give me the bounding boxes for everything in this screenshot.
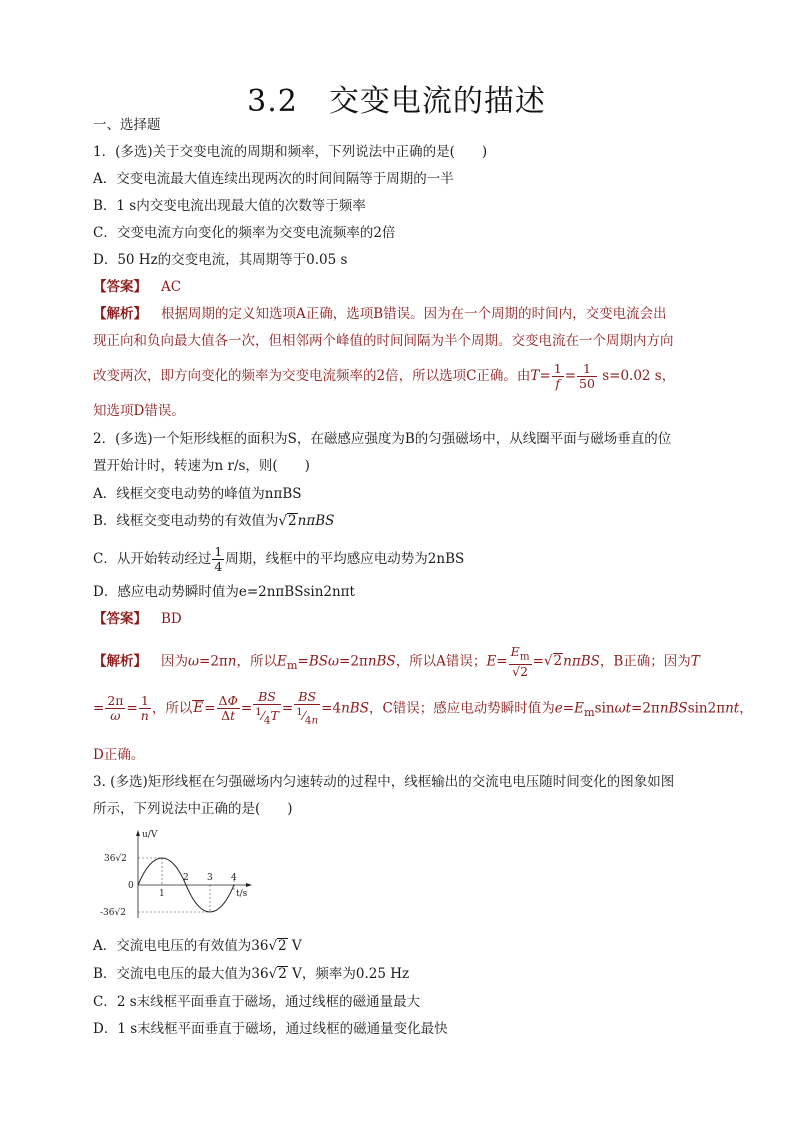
q3-option-b-pre: B．交流电电压的最大值为36 xyxy=(93,966,269,982)
q2-option-c-post: 周期，线框中的平均感应电动势为2nBS xyxy=(225,551,465,567)
q2-analysis-line-2: = $\frac{2\pi}{\omega}$ = $\frac{1}{n}$ ，所以E= $\frac{\Delta\Phi}{\Delta t}$ = $\frac{BS}{^1⁄_4T}$ = $\frac{BS}{^1⁄_{4n}}$ =4nBS，C错误；感应电动势瞬时值为$e=E_m\sin\omega t=2\pi nBSsin2\pi nt$， xyxy=(93,689,753,727)
q2-analysis-line-1: 【解析】 因为ω=2πn，所以$E_m=BS\omega=2\pi nBS$，所以A错误；E= $\frac{E_m}{√2}$ =√2nπBS，B正确；因为T xyxy=(93,644,700,679)
q1-option-c: C．交变电流方向变化的频率为交变电流频率的2倍 xyxy=(93,225,396,241)
q2-option-b-text: B．线框交变电动势的有效值为 xyxy=(93,513,279,529)
graph-x-tick-1: 1 xyxy=(159,889,165,899)
q1-answer-row xyxy=(93,278,181,296)
graph-x-tick-4: 4 xyxy=(231,873,237,883)
q2-answer-tag: 【答案】 xyxy=(93,611,147,627)
graph-x-axis-label: t/s xyxy=(236,889,248,899)
graph-x-tick-3: 3 xyxy=(207,873,213,883)
q2-answer-row xyxy=(93,610,182,628)
q2-analysis-line-4: D正确。 xyxy=(93,747,145,763)
q2-option-c-pre: C．从开始转动经过 xyxy=(93,551,212,567)
q1-answer-tag: 【答案】 xyxy=(93,279,147,295)
q2-stem-line-1: 2．(多选)一个矩形线框的面积为S，在磁感应强度为B的匀强磁场中，从线圈平面与磁场垂直的位 xyxy=(93,431,672,447)
graph-y-max-label: 36√2 xyxy=(104,854,127,864)
graph-x-arrow xyxy=(246,883,252,887)
graph-y-zero-label: 0 xyxy=(128,881,134,891)
q3-option-d: D．1 s末线框平面垂直于磁场，通过线框的磁通量变化最快 xyxy=(93,1021,448,1037)
q1-option-b: B．1 s内交变电流出现最大值的次数等于频率 xyxy=(93,198,366,214)
q2-option-c: C．从开始转动经过 $\frac{1}{4}$ 周期，线框中的平均感应电动势为2nBS xyxy=(93,544,465,574)
q3-option-b: B．交流电电压的最大值为36√2 V，频率为0.25 Hz xyxy=(93,966,410,982)
q2-option-d: D．感应电动势瞬时值为e=2nπBSsin2nπt xyxy=(93,584,355,600)
q1-analysis-tag: 【解析】 xyxy=(93,306,147,322)
q1-stem: 1．(多选)关于交变电流的周期和频率，下列说法中正确的是( ) xyxy=(93,144,488,160)
q3-option-a-pre: A．交流电电压的有效值为36 xyxy=(93,938,269,954)
graph-x-tick-2: 2 xyxy=(183,873,189,883)
q3-stem-line-1: 3. (多选)矩形线框在匀强磁场内匀速转动的过程中，线框输出的交流电电压随时间变化的图象如图 xyxy=(93,774,675,790)
graph-y-min-label: -36√2 xyxy=(100,908,126,918)
q3-option-c: C．2 s末线框平面垂直于磁场，通过线框的磁通量最大 xyxy=(93,994,421,1010)
voltage-time-graph xyxy=(100,826,260,921)
q1-analysis-text-3: 改变两次，即方向变化的频率为交变电流频率的2倍，所以选项C正确。由 xyxy=(93,368,531,384)
q2-option-b: B．线框交变电动势的有效值为√2nπBS xyxy=(93,513,335,529)
q1-analysis-line-4: 知选项D错误。 xyxy=(93,403,185,419)
q1-option-a: A．交变电流最大值连续出现两次的时间间隔等于周期的一半 xyxy=(93,171,454,187)
q3-option-b-post: V，频率为0.25 Hz xyxy=(287,966,410,982)
q1-analysis-line-2: 现正向和负向最大值各一次，但相邻两个峰值的时间间隔为半个周期。交变电流在一个周期内方向 xyxy=(93,333,674,349)
q2-stem-line-2: 置开始计时，转速为n r/s，则( ) xyxy=(93,458,310,474)
section-heading: 一、选择题 xyxy=(93,117,161,133)
q1-analysis-line-3: 改变两次，即方向变化的频率为交变电流频率的2倍，所以选项C正确。由T= $\frac{1}{f}$ = $\frac{1}{50}$ s=0.02 s， xyxy=(93,361,676,391)
q1-analysis-text-1: 根据周期的定义知选项A正确，选项B错误。因为在一个周期的时间内，交变电流会出 xyxy=(161,306,667,322)
q3-option-a: A．交流电电压的有效值为36√2 V xyxy=(93,938,302,954)
q3-option-a-post: V xyxy=(287,938,302,954)
q2-analysis-tag: 【解析】 xyxy=(93,653,147,670)
q2-answer: BD xyxy=(161,611,182,627)
page-title: 3.2 交变电流的描述 xyxy=(247,84,546,119)
q1-analysis-line-1 xyxy=(93,305,667,323)
q3-stem-line-2: 所示，下列说法中正确的是( ) xyxy=(93,801,293,817)
graph-y-axis-label: u/V xyxy=(142,830,158,840)
q2-option-a: A．线框交变电动势的峰值为nπBS xyxy=(93,486,302,502)
q1-answer: AC xyxy=(161,279,182,295)
graph-y-arrow xyxy=(136,830,140,836)
q1-option-d: D．50 Hz的交变电流，其周期等于0.05 s xyxy=(93,252,348,268)
